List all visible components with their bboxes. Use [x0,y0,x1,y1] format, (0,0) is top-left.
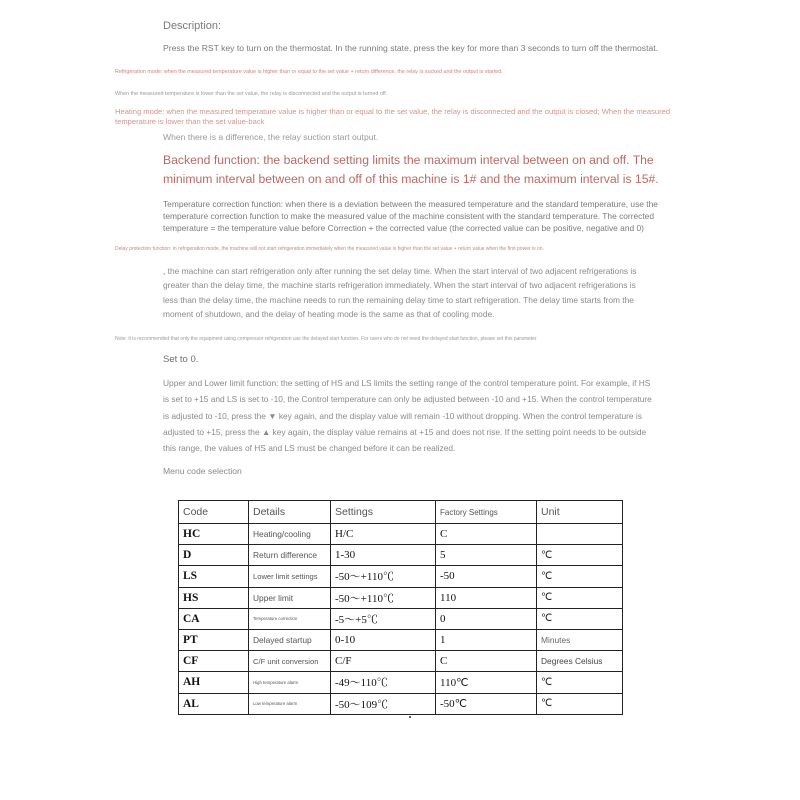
cell-settings: 0-10 [331,629,436,650]
cell-unit: ℃ [537,545,623,566]
cell-factory: 0 [436,608,537,629]
cell-details: Heating/cooling [249,524,331,545]
cell-code: CA [179,608,249,629]
limit-function-text: Upper and Lower limit function: the setting of HS and LS limits the setting range of the control temperature point. For example, if HS is set to +15 and LS is set to -10, the Control temperature can only be adjusted between -10 and +15. When the control temperature is adjusted to -10, press the ▼ key again, and the display value will remain -10 without dropping. When the control temperature is adjusted to +15, press the ▲ key again, the display value remains at +15 and does not rise. If the setting point needs to be outside this range, the values of HS and LS must be changed before it can be realized. [163,378,652,454]
cell-details: C/F unit conversion [249,651,331,672]
cell-settings: -49～110℃ [331,672,436,693]
cell-settings: 1-30 [331,545,436,566]
table-row [179,672,623,693]
cell-details: Low temperature alarm [249,693,331,714]
description-title: Description: [163,20,222,32]
intro-paragraph: Press the RST key to turn on the thermostat. In the running state, press the key for more than 3 seconds to turn off the thermostat. [163,43,659,53]
refrigeration-mode-text: Refrigeration mode: when the measured temperature value is higher than or equal to the set value + return difference, the relay is sucked and the output is started. [115,69,503,75]
cell-unit: ℃ [537,608,623,629]
set-zero-text: Set to 0. [163,354,199,365]
cell-settings: -50～+110℃ [331,566,436,587]
cell-code: AL [179,693,249,714]
cell-code: PT [179,629,249,650]
table-row [179,693,623,714]
header-details: Details [249,501,331,524]
cell-unit: ℃ [537,566,623,587]
cell-details: Return difference [249,545,331,566]
cell-factory: C [436,524,537,545]
lower-temperature-text: When the measured temperature is lower than the set value, the relay is disconnected and the output is turned off. [115,91,388,97]
heating-mode-text: Heating mode: when the measured temperature value is higher than or equal to the set value, the relay is disconnected and the output is closed; When the measured temperature is lower than the set value-back [115,107,671,126]
header-code: Code [179,501,249,524]
cell-unit: Minutes [537,629,623,650]
table-row [179,566,623,587]
cell-factory: 110℃ [436,672,537,693]
cell-settings: C/F [331,651,436,672]
table-row [179,651,623,672]
cell-code: D [179,545,249,566]
cell-unit: Degrees Celsius [537,651,623,672]
cell-details: Temperature correction [249,608,331,629]
cell-code: LS [179,566,249,587]
cell-code: HC [179,524,249,545]
header-settings: Settings [331,501,436,524]
cell-factory: C [436,651,537,672]
cell-factory: 1 [436,629,537,650]
cell-settings: -5～+5℃ [331,608,436,629]
table-row [179,524,623,545]
header-unit: Unit [537,501,623,524]
cell-unit: ℃ [537,693,623,714]
table-row [179,587,623,608]
difference-text: When there is a difference, the relay suction start output. [163,132,379,142]
delay-protection-text: Delay protection function: in refrigeration mode, the machine will not start refrigeration immediately when the measured value is higher than the set value + return value when the first power is on. [115,246,544,252]
table-row [179,629,623,650]
menu-code-title: Menu code selection [163,466,242,476]
cell-settings: -50～+110℃ [331,587,436,608]
cell-details: Delayed startup [249,629,331,650]
backend-function-text: Backend function: the backend setting limits the maximum interval between on and off. The minimum interval between on and off of this machine is 1# and the maximum interval is 15#. [163,153,659,186]
cell-code: AH [179,672,249,693]
note-text: Note: it is recommended that only the equipment using compressor refrigeration use the delayed start function. For users who do not need the delayed start function, please set this parameter [115,336,537,342]
header-factory-settings: Factory Settings [436,501,537,524]
table-header-row [179,501,623,524]
cell-factory: 110 [436,587,537,608]
temperature-correction-text: Temperature correction function: when there is a deviation between the measured temperature and the standard temperature, use the temperature correction function to make the measured value of the machine consistent with the standard temperature. The corrected temperature = the temperature value before Correction + the corrected value (the corrected value can be positive, negative and 0) [163,199,658,233]
cell-code: CF [179,651,249,672]
cell-factory: -50 [436,566,537,587]
cell-unit: ℃ [537,672,623,693]
table-row [179,608,623,629]
cell-details: Upper limit [249,587,331,608]
cell-factory: -50℃ [436,693,537,714]
delay-continued-text: , the machine can start refrigeration only after running the set delay time. When the start interval of two adjacent refrigerations is greater than the delay time, the machine starts refrigeration immediately. When the start interval of two adjacent refrigerations is less than the delay time, the machine needs to run the remaining delay time to start refrigeration. The delay time starts from the moment of shutdown, and the delay of heating mode is the same as that of cooling mode. [163,266,637,319]
table-row [179,545,623,566]
cell-settings: -50～109℃ [331,693,436,714]
cell-details: Lower limit settings [249,566,331,587]
cell-unit: ℃ [537,587,623,608]
cell-unit [537,524,623,545]
cell-settings: H/C [331,524,436,545]
menu-code-table [178,500,623,715]
cell-details: High temperature alarm [249,672,331,693]
cell-code: HS [179,587,249,608]
cell-factory: 5 [436,545,537,566]
decorative-dot [409,716,411,718]
